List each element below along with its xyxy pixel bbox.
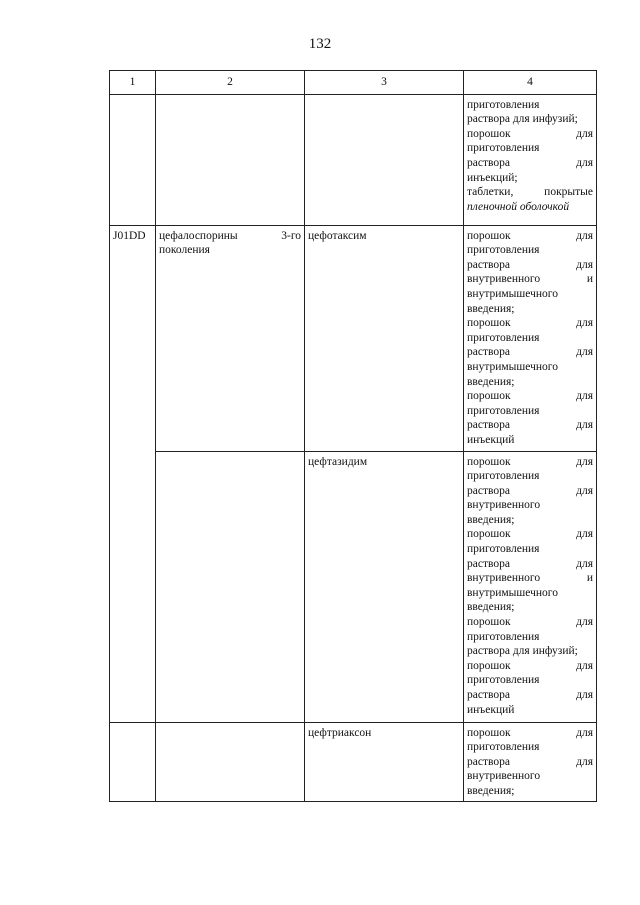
table-row [110,722,597,802]
table-row [110,225,597,451]
dosage-form-line: введения; [467,302,515,315]
dosage-form-line: раствора для [467,484,593,497]
dosage-form-line: раствора для [467,346,593,359]
dosage-form-line: внутривенного [467,770,541,783]
table-row [110,451,597,722]
group-cell [156,225,305,451]
drug-name: цефтриаксон [308,726,372,739]
dosage-form-line: приготовления [467,470,540,483]
dosage-form-line: введения; [467,513,515,526]
form-cell [464,225,597,451]
header-cell-2: 2 [156,71,305,95]
code-cell [110,94,156,225]
dosage-form-line: внутривенного и [467,572,593,585]
dosage-form-line: порошок для [467,528,593,541]
drug-name: цефтазидим [308,455,368,468]
dosage-form-line: порошок для [467,616,593,629]
dosage-form-line: порошок для [467,229,593,242]
form-cell [464,94,597,225]
dosage-form-line: порошок для [467,726,593,739]
dosage-form-line: порошок для [467,127,593,140]
dosage-form-line: инъекций [467,433,515,446]
drug-cell [305,722,464,802]
form-cell [464,722,597,802]
dosage-form-line: порошок для [467,455,593,468]
group-cell [156,451,305,722]
drug-cell [305,94,464,225]
dosage-form-line: приготовления [467,543,540,556]
table-header-row [110,71,597,95]
drug-cell [305,451,464,722]
dosage-form-line: приготовления [467,98,540,111]
dosage-form-line: введения; [467,375,515,388]
atc-code: J01DD [113,229,146,242]
table-row [110,94,597,225]
dosage-form-line: введения; [467,784,515,797]
dosage-form-line: внутривенного и [467,273,593,286]
drug-cell [305,225,464,451]
dosage-form-line: приготовления [467,331,540,344]
group-cell [156,722,305,802]
code-cell [110,225,156,722]
dosage-form-line: пленочной оболочкой [467,200,570,213]
dosage-form-line: внутримышечного [467,287,558,300]
group-name-line: поколения [159,244,210,257]
group-cell [156,94,305,225]
group-name-line: цефалоспорины 3-го [159,229,301,242]
dosage-form-line: внутримышечного [467,360,558,373]
dosage-form-line: порошок для [467,659,593,672]
dosage-form-line: раствора для [467,419,593,432]
dosage-form-line: инъекций [467,703,515,716]
dosage-form-line: введения; [467,601,515,614]
header-cell-4: 4 [464,71,597,95]
dosage-form-line: раствора для [467,258,593,271]
dosage-form-line: таблетки, покрытые [467,186,593,199]
dosage-form-line: раствора для [467,557,593,570]
code-cell [110,722,156,802]
dosage-form-line: раствора для инфузий; [467,113,578,126]
drug-name: цефотаксим [308,229,367,242]
dosage-form-line: приготовления [467,244,540,257]
dosage-form-line: раствора для [467,689,593,701]
header-cell-1: 1 [110,71,156,95]
dosage-form-line: внутримышечного [467,586,558,599]
dosage-form-line: приготовления [467,404,540,417]
dosage-form-line: приготовления [467,674,540,687]
dosage-form-line: инъекций; [467,171,518,184]
drug-table [109,70,597,802]
dosage-form-line: порошок для [467,390,593,403]
dosage-form-line: приготовления [467,142,540,155]
dosage-form-line: порошок для [467,317,593,330]
dosage-form-line: раствора для [467,156,593,169]
header-cell-3: 3 [305,71,464,95]
dosage-form-line: приготовления [467,741,540,754]
dosage-form-line: приготовления [467,630,540,643]
form-cell [464,451,597,722]
dosage-form-line: раствора для [467,755,593,768]
dosage-form-line: внутривенного [467,499,541,512]
dosage-form-line: раствора для инфузий; [467,645,578,658]
page-number: 132 [308,36,332,52]
